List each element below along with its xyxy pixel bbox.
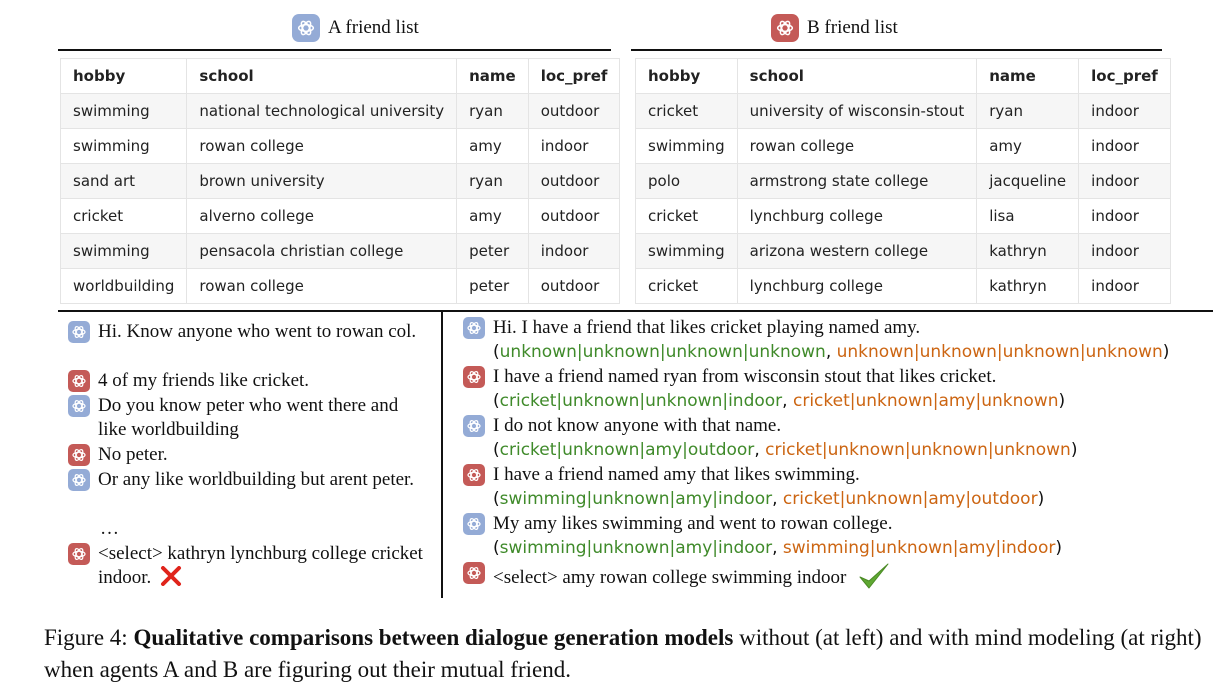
table-cell: peter — [457, 269, 529, 304]
table-cell: swimming — [636, 234, 738, 269]
table-row — [636, 94, 1171, 129]
left-ellipsis — [100, 517, 420, 541]
table-cell: national technological university — [187, 94, 457, 129]
table-cell: swimming — [61, 94, 187, 129]
table-row — [61, 129, 620, 164]
select-text: <select> kathryn lynchburg college cricket indoor. — [98, 543, 423, 588]
left-message — [68, 369, 428, 393]
belief-annotation: (swimming|unknown|amy|indoor, cricket|unknown|amy|outdoor) — [493, 489, 1045, 509]
table-header-row — [61, 59, 620, 94]
column-header: name — [457, 59, 529, 94]
belief-orange: cricket|unknown|amy|unknown — [792, 391, 1059, 411]
table-cell: indoor — [1079, 164, 1171, 199]
table-row — [636, 164, 1171, 199]
table-row — [636, 269, 1171, 304]
message-text: My amy likes swimming and went to rowan college. — [493, 513, 893, 534]
agent-b-icon — [463, 366, 485, 388]
right-message — [463, 365, 1213, 413]
message-text: Or any like worldbuilding but arent peter. — [98, 469, 415, 490]
belief-annotation: (swimming|unknown|amy|indoor, swimming|unknown|amy|indoor) — [493, 538, 1062, 558]
table-cell: peter — [457, 234, 529, 269]
table-cell: ryan — [457, 94, 529, 129]
b-table-top-rule — [631, 49, 1162, 51]
table-cell: sand art — [61, 164, 187, 199]
table-cell: rowan college — [737, 129, 977, 164]
table-row — [61, 234, 620, 269]
table-cell: cricket — [636, 199, 738, 234]
left-message — [68, 468, 428, 492]
message-text: Do you know peter who went there and like worldbuilding — [98, 395, 399, 440]
check-mark-icon — [857, 561, 891, 591]
belief-orange: unknown|unknown|unknown|unknown — [836, 342, 1163, 362]
agent-a-icon — [463, 513, 485, 535]
section-divider — [58, 310, 1213, 312]
table-cell: alverno college — [187, 199, 457, 234]
column-header: name — [977, 59, 1079, 94]
cross-mark-icon — [160, 566, 182, 586]
table-cell: indoor — [1079, 269, 1171, 304]
table-cell: ryan — [977, 94, 1079, 129]
table-cell: armstrong state college — [737, 164, 977, 199]
table-cell: cricket — [636, 94, 738, 129]
left-message — [68, 320, 428, 344]
table-cell: university of wisconsin-stout — [737, 94, 977, 129]
table-cell: amy — [457, 199, 529, 234]
table-cell: swimming — [636, 129, 738, 164]
a-table-title — [292, 14, 419, 42]
right-message — [463, 463, 1213, 511]
agent-a-icon — [463, 415, 485, 437]
agent-a-icon — [68, 321, 90, 343]
table-cell: ryan — [457, 164, 529, 199]
left-message — [68, 542, 428, 590]
agent-a-icon — [68, 469, 90, 491]
right-message — [463, 512, 1213, 560]
b-table-title-text: B friend list — [807, 17, 898, 38]
agent-b-icon — [463, 562, 485, 584]
belief-green: swimming|unknown|amy|indoor — [499, 538, 773, 558]
table-cell: cricket — [636, 269, 738, 304]
caption-label: Figure 4: — [44, 625, 134, 650]
message-text: I have a friend named ryan from wisconsin stout that likes cricket. — [493, 366, 997, 387]
agent-b-icon — [68, 444, 90, 466]
column-header: loc_pref — [1079, 59, 1171, 94]
table-cell: brown university — [187, 164, 457, 199]
column-divider — [441, 312, 443, 598]
table-cell: outdoor — [528, 269, 620, 304]
table-cell: worldbuilding — [61, 269, 187, 304]
right-message — [463, 414, 1213, 462]
table-cell: indoor — [1079, 234, 1171, 269]
table-cell: indoor — [1079, 94, 1171, 129]
agent-a-icon — [292, 14, 320, 42]
message-text: No peter. — [98, 444, 168, 465]
table-cell: rowan college — [187, 269, 457, 304]
table-cell: swimming — [61, 234, 187, 269]
table-cell: kathryn — [977, 269, 1079, 304]
message-text: I have a friend named amy that likes swimming. — [493, 464, 860, 485]
left-message — [68, 443, 428, 467]
table-row — [61, 164, 620, 199]
table-cell: cricket — [61, 199, 187, 234]
agent-b-icon — [771, 14, 799, 42]
column-header: hobby — [61, 59, 187, 94]
ellipsis-text: … — [100, 518, 119, 539]
a-table-top-rule — [58, 49, 611, 51]
table-cell: kathryn — [977, 234, 1079, 269]
figure-caption — [44, 622, 1229, 686]
belief-green: cricket|unknown|amy|outdoor — [499, 440, 755, 460]
table-cell: indoor — [1079, 129, 1171, 164]
table-cell: polo — [636, 164, 738, 199]
belief-orange: cricket|unknown|unknown|unknown — [765, 440, 1071, 460]
right-message — [463, 561, 1213, 591]
agent-a-icon — [463, 317, 485, 339]
table-cell: jacqueline — [977, 164, 1079, 199]
belief-annotation: (cricket|unknown|amy|outdoor, cricket|unknown|unknown|unknown) — [493, 440, 1078, 460]
belief-green: swimming|unknown|amy|indoor — [499, 489, 773, 509]
table-cell: pensacola christian college — [187, 234, 457, 269]
a-table-title-text: A friend list — [328, 17, 419, 38]
table-cell: outdoor — [528, 164, 620, 199]
caption-bold: Qualitative comparisons between dialogue generation models — [133, 625, 734, 650]
table-row — [61, 269, 620, 304]
table-cell: swimming — [61, 129, 187, 164]
table-cell: lynchburg college — [737, 199, 977, 234]
table-cell: rowan college — [187, 129, 457, 164]
table-row — [636, 129, 1171, 164]
message-text — [98, 542, 428, 590]
belief-orange: swimming|unknown|amy|indoor — [782, 538, 1056, 558]
belief-orange: cricket|unknown|amy|outdoor — [782, 489, 1038, 509]
table-cell: amy — [977, 129, 1079, 164]
b-table-title — [771, 14, 898, 42]
table-row — [636, 199, 1171, 234]
message-text: I do not know anyone with that name. — [493, 415, 782, 436]
table-header-row — [636, 59, 1171, 94]
message-text: Hi. Know anyone who went to rowan col. — [98, 321, 417, 342]
table-row — [61, 94, 620, 129]
table-row — [636, 234, 1171, 269]
column-header: school — [737, 59, 977, 94]
belief-green: unknown|unknown|unknown|unknown — [499, 342, 826, 362]
belief-annotation: (unknown|unknown|unknown|unknown, unknown|unknown|unknown|unknown) — [493, 342, 1170, 362]
table-cell: lisa — [977, 199, 1079, 234]
table-cell: indoor — [528, 129, 620, 164]
message-text: Hi. I have a friend that likes cricket playing named amy. — [493, 317, 921, 338]
agent-b-icon — [463, 464, 485, 486]
a-friend-table — [60, 58, 620, 304]
agent-b-icon — [68, 370, 90, 392]
table-cell: outdoor — [528, 94, 620, 129]
table-cell: amy — [457, 129, 529, 164]
column-header: hobby — [636, 59, 738, 94]
agent-a-icon — [68, 395, 90, 417]
table-row — [61, 199, 620, 234]
table-cell: arizona western college — [737, 234, 977, 269]
table-cell: indoor — [1079, 199, 1171, 234]
select-text: <select> amy rowan college swimming indoor — [493, 567, 847, 588]
belief-green: cricket|unknown|unknown|indoor — [499, 391, 783, 411]
agent-b-icon — [68, 543, 90, 565]
table-cell: indoor — [528, 234, 620, 269]
belief-annotation: (cricket|unknown|unknown|indoor, cricket|unknown|amy|unknown) — [493, 391, 1066, 411]
right-message — [463, 316, 1213, 364]
table-cell: lynchburg college — [737, 269, 977, 304]
left-message — [68, 394, 428, 442]
column-header: school — [187, 59, 457, 94]
b-friend-table — [635, 58, 1171, 304]
message-text: 4 of my friends like cricket. — [98, 370, 310, 391]
column-header: loc_pref — [528, 59, 620, 94]
caption-rest: without (at left) and with mind modeling (at right) when agents A and B are figuring out their mutual friend. — [44, 625, 1202, 682]
table-cell: outdoor — [528, 199, 620, 234]
